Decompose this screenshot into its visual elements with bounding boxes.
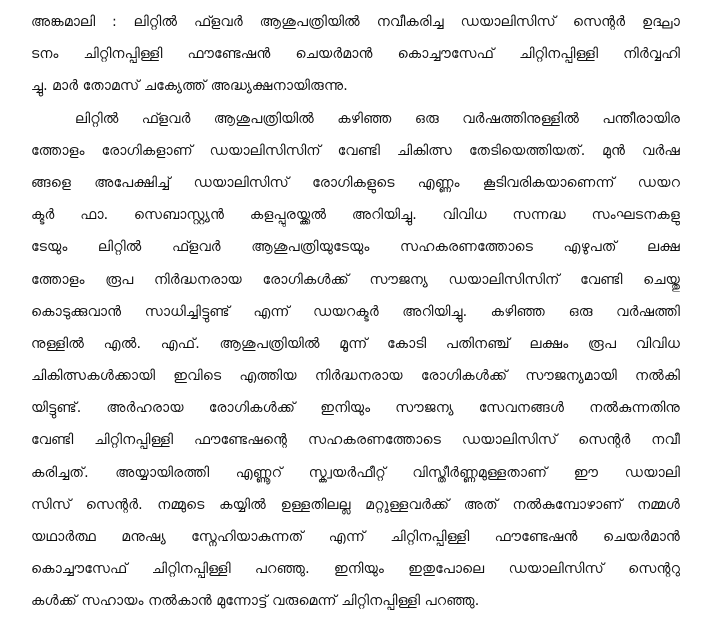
paragraph-line: സിസ് സെന്റർ. നമ്മുടെ കയ്യിൽ ഉള്ളതിലല്ല മറ്റുള്ളവർക്ക് അത് നൽകുമ്പോഴാണ് നമ്മൾ (31, 496, 680, 513)
paragraph-line: ത്തോളം രൂപ നിർദ്ധനരായ രോഗികൾക്ക് സൗജന്യ ഡയാലിസിസിന് വേണ്ടി ചെയ്തു (31, 271, 680, 288)
paragraph-line: ച്ചു. മാർ തോമസ് ചക്യേത്ത് അദ്ധ്യക്ഷനായിരുന്നു. (31, 78, 348, 95)
paragraph-line: യിട്ടുണ്ട്. അർഹരായ രോഗികൾക്ക് ഇനിയും സൗജന്യ സേവനങ്ങൾ നൽകുന്നതിനു (31, 400, 680, 417)
paragraph-line: ടനം ചിറ്റിനപ്പിള്ളി ഫൗണ്ടേഷൻ ചെയർമാൻ കൊച്ചൗസേഫ് ചിറ്റിനപ്പിള്ളി നിർവ്വഹി (31, 46, 680, 63)
paragraph-line: ലിറ്റിൽ ഫ്ളവർ ആശുപത്രിയിൽ കഴിഞ്ഞ ഒരു വർഷത്തിനുള്ളിൽ പന്തീരായിര (75, 110, 680, 127)
paragraph-line: യഥാർത്ഥ മനുഷ്യ സ്നേഹിയാകുന്നത് എന്ന് ചിറ്റിനപ്പിള്ളി ഫൗണ്ടേഷൻ ചെയർമാൻ (31, 529, 680, 545)
paragraph-line: കൾക്ക് സഹായം നൽകാൻ മുന്നോട്ട് വരുമെന്ന് ചിറ്റിനപ്പിള്ളി പറഞ്ഞു. (31, 593, 480, 610)
paragraph-line: ചികിത്സകൾക്കായി ഇവിടെ എത്തിയ നിർദ്ധനരായ രോഗികൾക്ക് സൗജന്യമായി നൽകി (31, 368, 680, 385)
paragraph-line: ത്തോളം രോഗികളാണ് ഡയാലിസിസിന് വേണ്ടി ചികിത്സ തേടിയെത്തിയത്. മുൻ വർഷ (31, 142, 680, 159)
paragraph-line: നുള്ളിൽ എൽ. എഫ്. ആശുപത്രിയിൽ മൂന്ന് കോടി പതിനഞ്ച് ലക്ഷം രൂപ വിവിധ (31, 335, 680, 352)
paragraph-line: ടേയും ലിറ്റിൽ ഫ്ളവർ ആശുപത്രിയുടേയും സഹകരണത്തോടെ എഴുപത് ലക്ഷ (31, 239, 680, 256)
paragraph-2 (31, 103, 680, 618)
paragraph-line: അങ്കമാലി : ലിറ്റിൽ ഫ്ളവർ ആശുപത്രിയിൽ നവീകരിച്ച ഡയാലിസിസ് സെന്റർ ഉദ്ഘാ (31, 14, 680, 30)
paragraph-line: കൊടുക്കുവാൻ സാധിച്ചിട്ടുണ്ട് എന്ന് ഡയറക്ടർ അറിയിച്ചു. കഴിഞ്ഞ ഒരു വർഷത്തി (31, 303, 680, 320)
paragraph-line: കൊച്ചൗസേഫ് ചിറ്റിനപ്പിള്ളി പറഞ്ഞു. ഇനിയും ഇതുപോലെ ഡയാലിസിസ് സെന്ററു (31, 561, 680, 578)
paragraph-line: വേണ്ടി ചിറ്റിനപ്പിള്ളി ഫൗണ്ടേഷന്റെ സഹകരണത്തോടെ ഡയാലിസിസ് സെന്റർ നവീ (31, 432, 680, 449)
paragraph-line: ങ്ങളെ അപേക്ഷിച്ച് ഡയാലിസിസ് രോഗികളുടെ എണ്ണം കൂടിവരികയാണെന്ന് ഡയറ (31, 174, 680, 191)
paragraph-line: ക്ടർ ഫാ. സെബാസ്റ്റ്യൻ കളപ്പുരയ്ക്കൽ അറിയിച്ചു. വിവിധ സന്നദ്ധ സംഘടനകളു (31, 207, 680, 224)
paragraph-line: കരിച്ചത്. അയ്യായിരത്തി എണ്ണൂറ് സ്ക്വയർഫീറ്റ് വിസ്തീർണ്ണമുള്ളതാണ് ഈ ഡയാലി (31, 464, 680, 481)
paragraph-1 (31, 6, 680, 103)
